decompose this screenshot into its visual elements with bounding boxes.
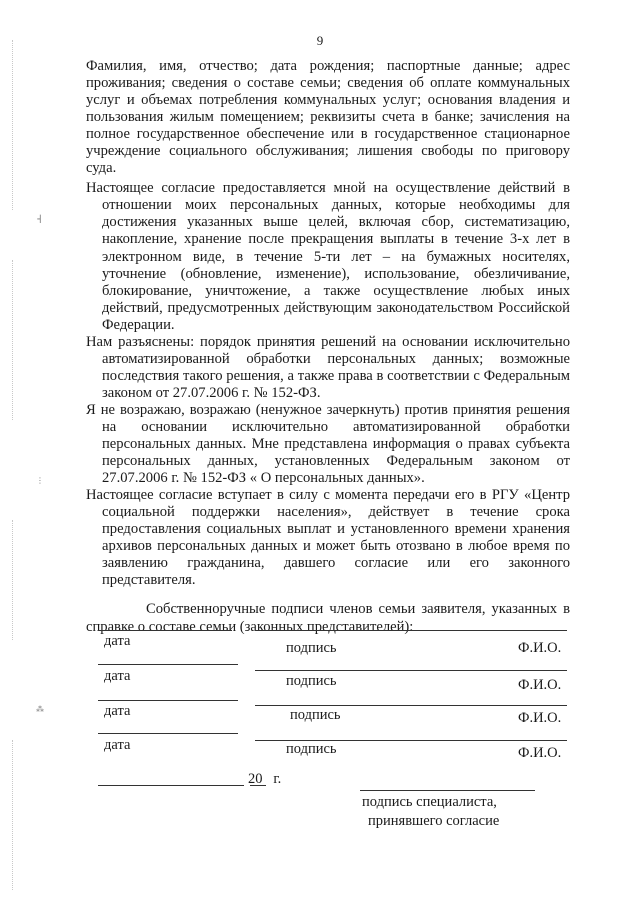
date-label: дата — [104, 703, 131, 719]
scan-margin-artifact — [12, 740, 13, 890]
paragraph-explained: Нам разъяснены: порядок принятия решений на основании исключительно автоматизированной обработки персональных данных; возможные последствия такого решения, а также права в соответствии с Федеральным законом от 27.07.2006 г. № 152-ФЗ. — [86, 333, 570, 401]
paragraph-no-objection: Я не возражаю, возражаю (ненужное зачеркнуть) против принятия решения на основании исключительно автоматизированной обработки персональных данных. Мне представлена информация о правах субъекта персональных данных, установленных Федеральным законом от 27.07.2006 г. № 152-ФЗ « О персональных данных». — [86, 401, 570, 487]
paragraph-data-list: Фамилия, имя, отчество; дата рождения; паспортные данные; адрес проживания; сведения о составе семьи; сведения об оплате коммунальных услуг и объемах потребления коммунальных услуг; основания владения и пользования жилым помещением; реквизиты счета в банке; зачисления на полное государственное обеспечение или в государственное стационарное учреждение социального обслуживания; лишения свободы по приговору суда. — [86, 58, 570, 177]
date-label: дата — [104, 633, 131, 649]
full-name-label: Ф.И.О. — [518, 710, 562, 726]
paragraph-signatures-intro: Собственноручные подписи членов семьи заявителя, указанных в справке о составе семьи (законных представителей): — [86, 601, 570, 635]
specialist-accepted-label: принявшего согласие — [368, 813, 500, 829]
signature-name-line[interactable] — [255, 705, 567, 706]
signature-label: подпись — [286, 640, 337, 656]
date-label: дата — [104, 737, 131, 753]
date-day-month-line[interactable] — [98, 785, 244, 786]
consent-body — [86, 58, 570, 636]
paragraph-validity: Настоящее согласие вступает в силу с момента передачи его в РГУ «Центр социальной поддержки населения», действует в течение срока предоставления социальных выплат и установленного времени хранения архивов персональных данных и может быть отозвано в любое время по заявлению гражданина, давшего согласие или его законного представителя. — [86, 487, 570, 589]
signature-label: подпись — [286, 673, 337, 689]
date-line[interactable] — [98, 700, 238, 701]
scan-mark-icon: ⁂ — [36, 705, 44, 714]
date-line[interactable] — [98, 664, 238, 665]
specialist-signature-line[interactable] — [360, 790, 535, 791]
signature-label: подпись — [286, 741, 337, 757]
full-name-label: Ф.И.О. — [518, 640, 562, 656]
full-name-label: Ф.И.О. — [518, 745, 562, 761]
date-line[interactable] — [98, 733, 238, 734]
specialist-signature-label: подпись специалиста, — [362, 794, 497, 810]
year-field: 20 г. — [248, 771, 282, 787]
scan-mark-icon: ⋮ — [36, 476, 44, 485]
scan-margin-artifact — [12, 520, 13, 640]
year-line[interactable] — [250, 785, 266, 786]
scan-mark-icon: ˧ — [36, 212, 42, 226]
signature-name-line[interactable] — [255, 740, 567, 741]
page-number: 9 — [316, 33, 324, 48]
full-name-label: Ф.И.О. — [518, 677, 562, 693]
signature-name-line[interactable] — [255, 670, 567, 671]
paragraph-actions-consent: Настоящее согласие предоставляется мной на осуществление действий в отношении моих персональных данных, которые необходимы для достижения указанных выше целей, включая сбор, систематизацию, накопление, хранение после прекращения выплаты в течение 3-х лет в электронном виде, в течение 5-ти лет – на бумажных носителях, уточнение (обновление, изменение), использование, обезличивание, блокирование, уничтожение, а также осуществление любых иных действий, предусмотренных действующим законодательством Российской Федерации. — [86, 180, 570, 333]
scan-margin-artifact — [12, 40, 13, 210]
signature-label: подпись — [290, 707, 341, 723]
scan-margin-artifact — [12, 260, 13, 420]
date-label: дата — [104, 668, 131, 684]
